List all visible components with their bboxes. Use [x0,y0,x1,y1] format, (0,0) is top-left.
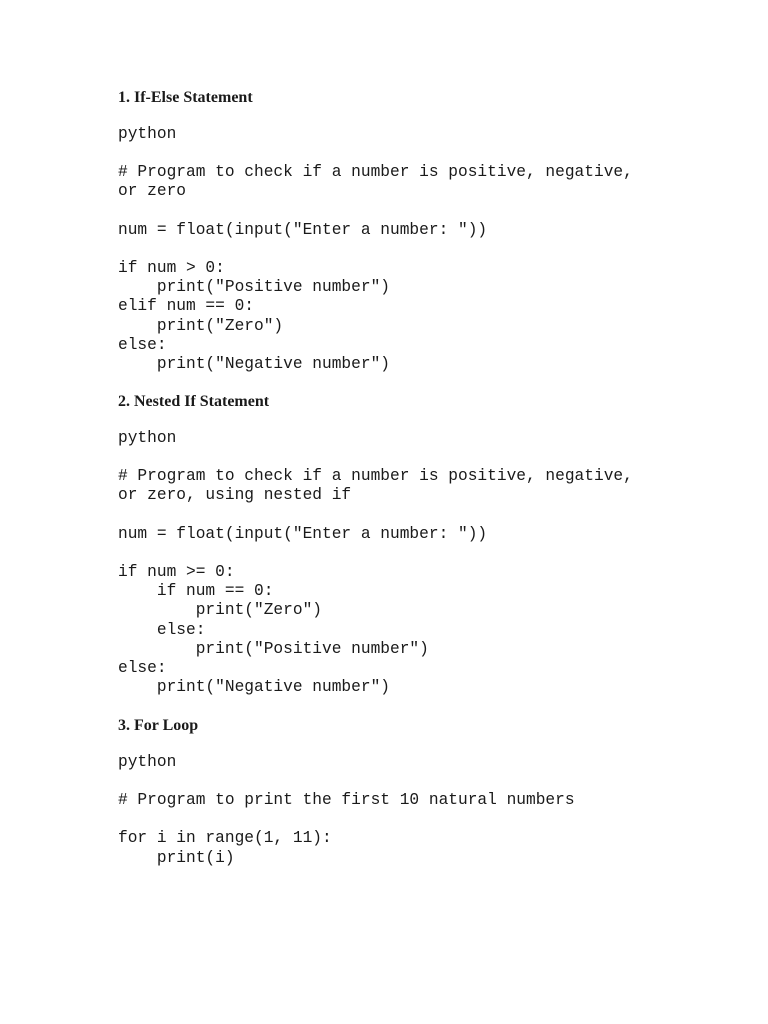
code-line: or zero, using nested if [118,486,352,505]
code-line: else: [118,620,206,639]
code-line: num = float(input("Enter a number: ")) [118,220,488,239]
code-line [118,240,633,259]
code-language-label: python [118,753,177,771]
code-line: num = float(input("Enter a number: ")) [118,524,488,543]
code-language-label: python [118,429,177,447]
code-line: if num >= 0: [118,562,235,581]
section-heading-if-else: 1. If-Else Statement [118,89,253,106]
code-line: print("Negative number") [118,678,390,697]
code-line: else: [118,335,167,354]
code-line: print("Positive number") [118,278,390,297]
code-line: for i in range(1, 11): [118,829,332,848]
code-language-label: python [118,125,177,143]
code-line: or zero [118,182,186,201]
code-line: print("Negative number") [118,354,390,373]
code-line: # Program to check if a number is positive, negative, [118,467,633,485]
code-line: print(i) [118,848,235,867]
code-line: if num > 0: [118,258,225,277]
code-line: elif num == 0: [118,297,254,316]
code-block-if-else [118,163,633,374]
code-line: # Program to check if a number is positive, negative, [118,163,633,181]
code-line: print("Positive number") [118,639,429,658]
code-block-for-loop [118,791,575,868]
code-line [118,505,633,524]
code-line: else: [118,658,167,677]
code-line: print("Zero") [118,316,284,335]
code-line: if num == 0: [118,582,274,601]
code-line: print("Zero") [118,601,322,620]
code-line [118,810,575,829]
code-line [118,201,633,220]
code-line [118,544,633,563]
section-heading-nested-if: 2. Nested If Statement [118,393,270,410]
code-block-nested-if [118,467,633,697]
section-heading-for-loop: 3. For Loop [118,717,199,734]
code-line: # Program to print the first 10 natural numbers [118,791,575,809]
